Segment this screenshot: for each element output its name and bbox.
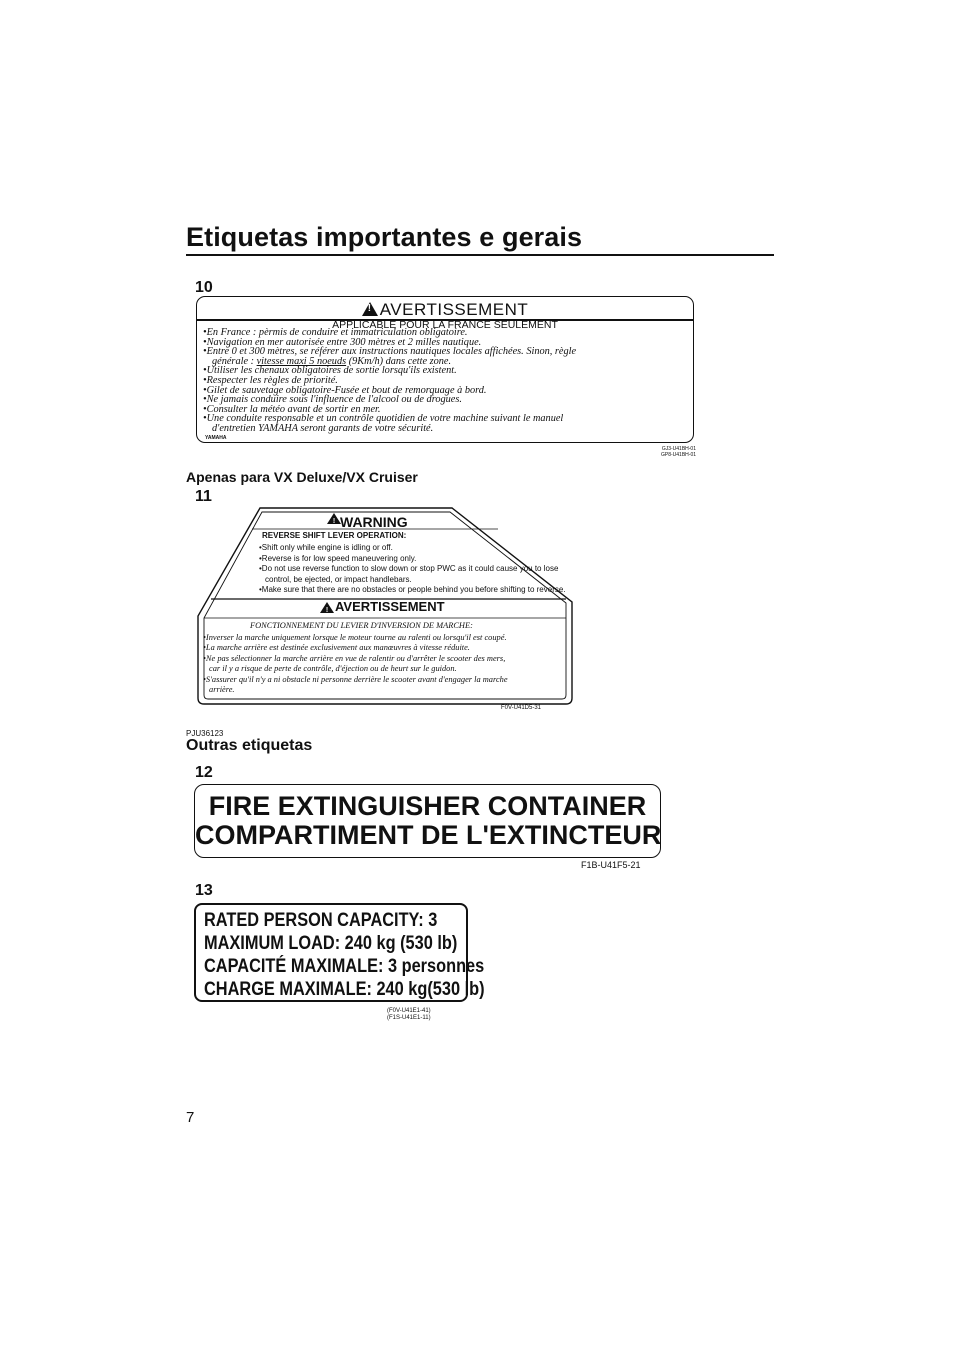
warning-icon	[327, 513, 341, 525]
label-11-warning-heading: WARNING	[340, 514, 408, 530]
speed-limit-text: vitesse maxi 5 noeuds	[256, 355, 347, 367]
label-10-line: •Navigation en mer autorisée entre 300 mètres et 2 milles nautique.	[203, 336, 482, 348]
svg-text:!: !	[325, 607, 329, 614]
label-13-codes: (F0V-U41E1-41) (F1S-U41E1-11)	[387, 1008, 431, 1021]
page-title: Etiquetas importantes e gerais	[186, 222, 583, 252]
label-11-warning-subheading: REVERSE SHIFT LEVER OPERATION:	[262, 531, 407, 540]
label-10-line: •Ne jamais conduire sous l'influence de l'alcool ou de drogues.	[203, 394, 462, 406]
yamaha-logo: YAMAHA	[205, 435, 227, 441]
warning-icon	[362, 302, 378, 316]
label-13-line: MAXIMUM LOAD: 240 kg (530 lb)	[204, 933, 458, 954]
label-12-line: COMPARTIMENT DE L'EXTINCTEUR	[195, 820, 662, 850]
label-10-line: •Utiliser les chenaux obligatoires de sortie lorsqu'ils existent.	[203, 365, 457, 377]
label-13-line: RATED PERSON CAPACITY: 3	[204, 910, 438, 931]
label-10-line: d'entretien YAMAHA seront garants de votre sécurité.	[212, 422, 434, 434]
label-11-avert-heading: AVERTISSEMENT	[335, 599, 445, 614]
label-11-code: F0V-U41D5-31	[501, 705, 542, 711]
title-rule	[186, 254, 774, 256]
label-12-number: 12	[195, 764, 213, 781]
label-11-warning-body: •Shift only while engine is idling or off. •Reverse is for low speed maneuvering only. •Do not use reverse function to slow down or stop PWC as it could cause you to lose control, be ejected, or impact handlebars. •Make sure that there are no obstacles or people behind you before shifting to reverse.	[259, 543, 566, 595]
label-10	[196, 296, 694, 443]
label-10-subheading: APPLICABLE POUR LA FRANCE SEULEMENT	[332, 319, 558, 331]
label-12	[194, 784, 661, 858]
label-10-heading: !AVERTISSEMENT	[197, 300, 693, 320]
label-13	[194, 903, 485, 1002]
section-title: Outras etiquetas	[186, 737, 313, 754]
page-number: 7	[186, 1109, 195, 1126]
svg-text:!: !	[332, 518, 336, 525]
label-11-number: 11	[195, 488, 212, 505]
label-10-line: •Consulter la météo avant de sortir en mer.	[203, 403, 381, 415]
vx-deluxe-caption: Apenas para VX Deluxe/VX Cruiser	[186, 469, 418, 485]
label-10-line: générale : vitesse maxi 5 noeuds (9Km/h) dans cette zone.	[212, 355, 452, 367]
warning-icon	[320, 602, 334, 614]
label-13-line: CHARGE MAXIMALE: 240 kg(530 lb)	[204, 979, 485, 1000]
label-10-number: 10	[195, 279, 213, 296]
label-10-line: •En France : pèrmis de conduire et immatriculation obligatoire.	[203, 327, 468, 338]
label-10-body	[203, 328, 687, 434]
label-10-line: •Respecter les règles de priorité.	[203, 374, 338, 386]
label-12-line: FIRE EXTINGUISHER CONTAINER	[208, 791, 647, 821]
label-13-number: 13	[195, 882, 213, 899]
label-11-avert-body: •Inverser la marche uniquement lorsque le moteur tourne au ralenti ou lorsqu'il est coupé. •La marche arrière est destinée exclusivement aux manœuvres à vitesse réduite. •Ne pas sélectionner la marche arrière en vue de ralentir ou d'arrêter le scooter des mers, car il y a risque de perte de contrôle, d'éjection ou de heurt sur le guidon. •S'assurer qu'il n'y a ni obstacle ni personne derrière le scooter avant d'engager la marche arrière.	[203, 633, 508, 695]
label-10-line: •Entre 0 et 300 mètres, se référer aux instructions nautiques locales affichées. Sinon, règle	[203, 346, 577, 358]
label-11-avert-subheading: FONCTIONNEMENT DU LEVIER D'INVERSION DE MARCHE:	[250, 621, 473, 630]
section-ref: PJU36123	[186, 729, 224, 738]
label-13-line: CAPACITÉ MAXIMALE: 3 personnes	[204, 956, 485, 977]
label-10-codes: GJ3-U41BH-01 GP8-U41BH-01	[660, 446, 696, 458]
label-10-line: •Une conduite responsable et un contrôle quotidien de votre machine suivant le manuel	[203, 413, 564, 425]
label-12-code: F1B-U41F5-21	[581, 860, 641, 870]
label-10-line: •Gilet de sauvetage obligatoire-Fusée et bout de remorquage à bord.	[203, 384, 487, 396]
